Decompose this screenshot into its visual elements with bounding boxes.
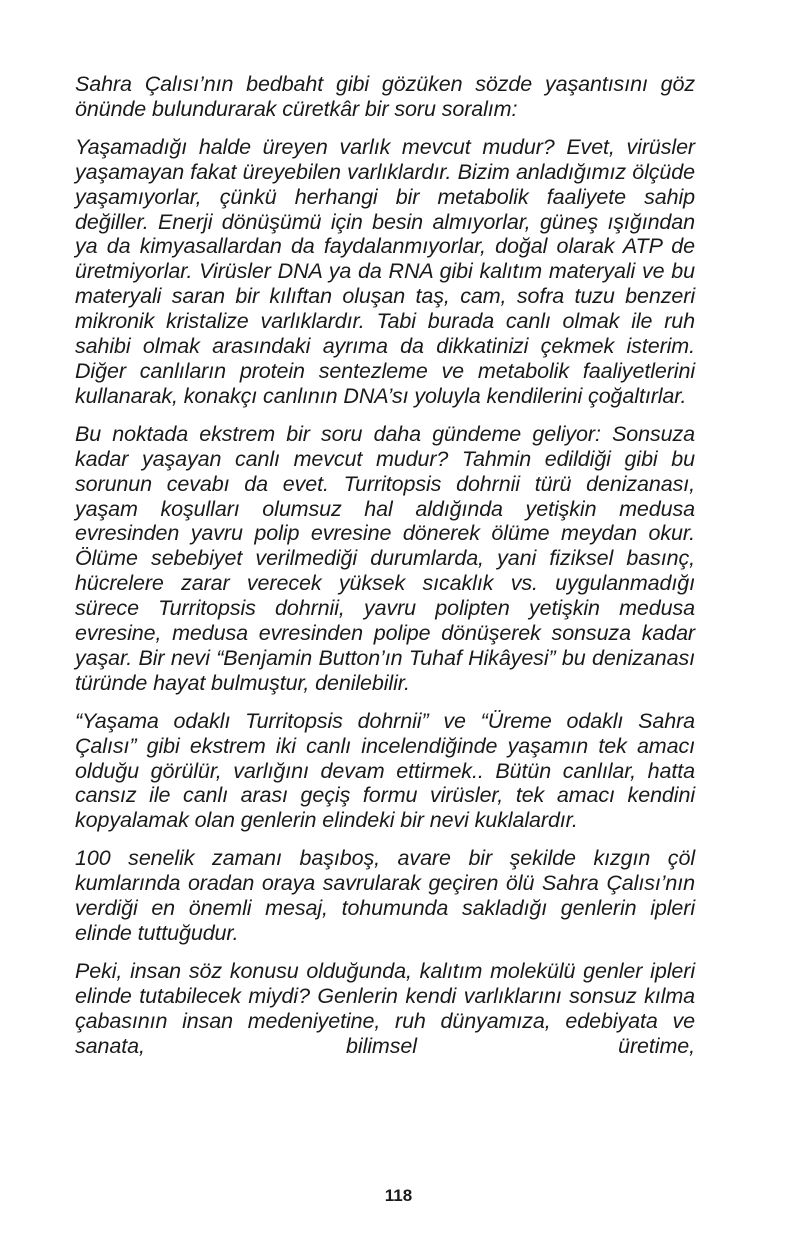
paragraph-5: 100 senelik zamanı başıboş, avare bir şekilde kızgın çöl kumlarında oradan oraya savrularak geçiren ölü Sahra Çalısı’nın verdiği en önemli mesaj, tohumunda sakladığı genlerin ipleri elinde tuttuğudur. xyxy=(75,846,695,945)
paragraph-2: Yaşamadığı halde üreyen varlık mevcut mudur? Evet, virüsler yaşamayan fakat üreyebilen varlıklardır. Bizim anladığımız ölçüde yaşamıyorlar, çünkü herhangi bir metabolik faaliyete sahip değiller. Enerji dönüşümü için besin almıyorlar, güneş ışığından ya da kimyasallardan da faydalanmıyorlar, doğal olarak ATP de üretmiyorlar. Virüsler DNA ya da RNA gibi kalıtım materyali ve bu materyali saran bir kılıftan oluşan taş, cam, sofra tuzu benzeri mikronik kristalize varlıklardır. Tabi burada canlı olmak ile ruh sahibi olmak arasındaki ayrıma da dikkatinizi çekmek isterim. Diğer canlıların protein sentezleme ve metabolik faaliyetlerini kullanarak, konakçı canlının DNA’sı yoluyla kendilerini çoğaltırlar. xyxy=(75,134,695,408)
page-number: 118 xyxy=(384,1186,413,1205)
paragraph-6: Peki, insan söz konusu olduğunda, kalıtım molekülü genler ipleri elinde tutabilecek miydi? Genlerin kendi varlıklarını sonsuz kılma çabasının insan medeniyetine, ruh dünyamıza, edebiyata ve sanata, bilimsel üretime, xyxy=(75,958,695,1058)
paragraph-1: Sahra Çalısı’nın bedbaht gibi gözüken sözde yaşantısını göz önünde bulundurarak cüretkâr bir soru soralım: xyxy=(75,72,695,121)
page-body xyxy=(75,72,695,1072)
paragraph-4: “Yaşama odaklı Turritopsis dohrnii” ve “Üreme odaklı Sahra Çalısı” gibi ekstrem iki canlı incelendiğinde yaşamın tek amacı olduğu görülür, varlığını devam ettirmek.. Bütün canlılar, hatta cansız ile canlı arası geçiş formu virüsler, tek amacı kendini kopyalamak olan genlerin elindeki bir nevi kuklalardır. xyxy=(75,708,695,833)
paragraph-3: Bu noktada ekstrem bir soru daha gündeme geliyor: Sonsuza kadar yaşayan canlı mevcut mudur? Tahmin edildiği gibi bu sorunun cevabı da evet. Turritopsis dohrnii türü denizanası, yaşam koşulları olumsuz hal aldığında yetişkin medusa evresinden yavru polip evresine dönerek ölüme meydan okur. Ölüme sebebiyet verilmediği durumlarda, yani fiziksel basınç, hücrelere zarar verecek yüksek sıcaklık vs. uygulanmadığı sürece Turritopsis dohrnii, yavru polipten yetişkin medusa evresine, medusa evresinden polipe dönüşerek sonsuza kadar yaşar. Bir nevi “Benjamin Button’ın Tuhaf Hikâyesi” bu denizanası türünde hayat bulmuştur, denilebilir. xyxy=(75,421,695,695)
